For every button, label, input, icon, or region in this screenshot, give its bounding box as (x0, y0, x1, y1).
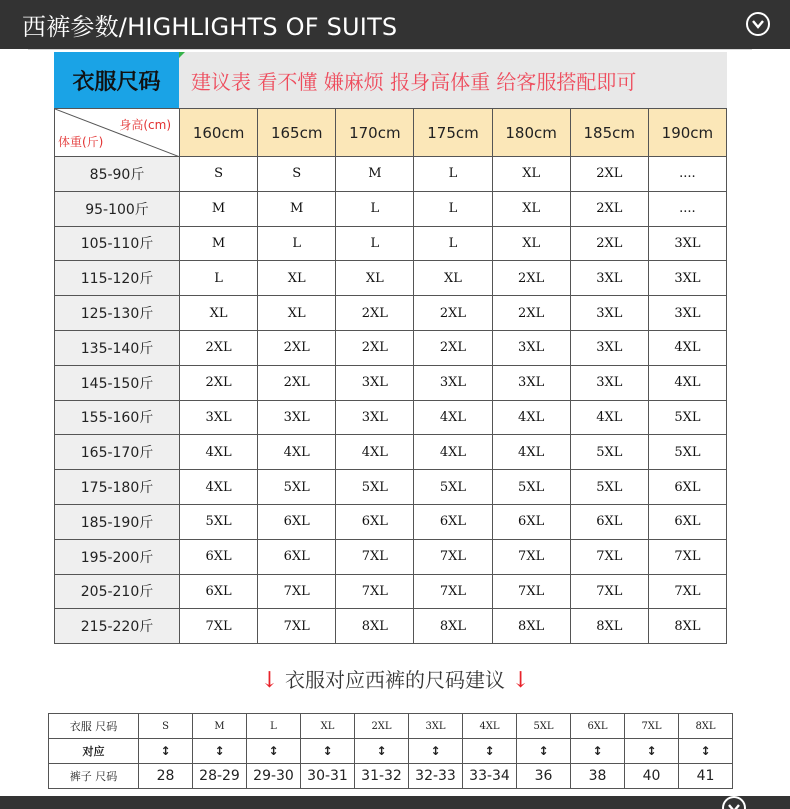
size-cell: 6XL (336, 504, 414, 539)
size-cell: 7XL (648, 539, 726, 574)
chevron-down-circle-icon[interactable] (746, 12, 770, 36)
up-down-arrow-icon: ↕ (571, 739, 625, 764)
pant-size-cell: 36 (517, 764, 571, 789)
size-cell: 7XL (648, 574, 726, 609)
height-header: 170cm (336, 109, 414, 157)
size-cell: 2XL (336, 330, 414, 365)
size-cell: 8XL (648, 609, 726, 644)
size-cell: 2XL (570, 191, 648, 226)
size-cell: XL (258, 261, 336, 296)
table-row (55, 435, 727, 470)
weight-label: 105-110斤 (55, 226, 180, 261)
size-cell: 3XL (570, 261, 648, 296)
shirt-size-cell: 7XL (625, 714, 679, 739)
up-down-arrow-icon: ↕ (625, 739, 679, 764)
table-row (55, 365, 727, 400)
size-cell: 2XL (492, 261, 570, 296)
shirt-size-cell: 3XL (409, 714, 463, 739)
size-cell: 7XL (570, 574, 648, 609)
weight-label: 155-160斤 (55, 400, 180, 435)
table-row (55, 539, 727, 574)
size-cell: 7XL (336, 574, 414, 609)
size-cell: 5XL (180, 504, 258, 539)
pant-size-cell: 41 (679, 764, 733, 789)
size-cell: L (414, 191, 492, 226)
up-down-arrow-icon: ↕ (409, 739, 463, 764)
size-cell: .... (648, 191, 726, 226)
size-cell: 3XL (570, 365, 648, 400)
size-cell: 5XL (570, 470, 648, 505)
shirt-size-cell: 8XL (679, 714, 733, 739)
size-cell: 4XL (492, 400, 570, 435)
chevron-down-circle-icon[interactable] (722, 796, 746, 809)
shirt-size-cell: L (247, 714, 301, 739)
size-cell: 2XL (414, 330, 492, 365)
height-header: 190cm (648, 109, 726, 157)
size-cell: 6XL (492, 504, 570, 539)
size-cell: 3XL (570, 296, 648, 331)
height-header-row (55, 109, 727, 157)
corner-weight-label: 体重(斤) (58, 135, 104, 149)
size-cell: 3XL (492, 365, 570, 400)
size-cell: 2XL (258, 365, 336, 400)
size-cell: 3XL (180, 400, 258, 435)
size-cell: 7XL (492, 539, 570, 574)
shirt-size-cell: 6XL (571, 714, 625, 739)
table-row (55, 609, 727, 644)
size-cell: 5XL (492, 470, 570, 505)
corner-triangle-decoration (179, 52, 185, 58)
table-row (55, 157, 727, 192)
pant-size-cell: 32-33 (409, 764, 463, 789)
pant-size-cell: 38 (571, 764, 625, 789)
weight-label: 175-180斤 (55, 470, 180, 505)
bottom-bar (0, 796, 790, 809)
size-cell: 5XL (336, 470, 414, 505)
table-row (55, 330, 727, 365)
pant-size-cell: 40 (625, 764, 679, 789)
weight-label: 115-120斤 (55, 261, 180, 296)
size-cell: M (336, 157, 414, 192)
corner-height-label: 身高(cm) (119, 118, 171, 132)
size-cell: XL (258, 296, 336, 331)
pant-size-cell: 33-34 (463, 764, 517, 789)
size-cell: XL (492, 226, 570, 261)
up-down-arrow-icon: ↕ (139, 739, 193, 764)
size-cell: XL (180, 296, 258, 331)
size-cell: 6XL (648, 470, 726, 505)
size-cell: 4XL (414, 400, 492, 435)
size-cell: 3XL (648, 261, 726, 296)
pant-size-cell: 29-30 (247, 764, 301, 789)
pant-size-cell: 28 (139, 764, 193, 789)
size-cell: L (180, 261, 258, 296)
pant-size-row (49, 764, 733, 789)
up-down-arrow-icon: ↕ (193, 739, 247, 764)
size-cell: 7XL (258, 609, 336, 644)
up-down-arrow-icon: ↕ (355, 739, 409, 764)
size-cell: M (258, 191, 336, 226)
top-bar (0, 0, 790, 49)
up-down-arrow-icon: ↕ (679, 739, 733, 764)
size-cell: 4XL (570, 400, 648, 435)
pant-size-cell: 31-32 (355, 764, 409, 789)
size-cell: L (336, 191, 414, 226)
size-cell: 2XL (258, 330, 336, 365)
divider (28, 49, 752, 50)
size-cell: L (258, 226, 336, 261)
size-cell: 3XL (336, 400, 414, 435)
size-cell: 6XL (570, 504, 648, 539)
size-cell: 4XL (180, 435, 258, 470)
weight-label: 85-90斤 (55, 157, 180, 192)
section-title: 西裤参数/HIGHLIGHTS OF SUITS (22, 13, 398, 41)
shirt-size-cell: S (139, 714, 193, 739)
weight-label: 205-210斤 (55, 574, 180, 609)
size-cell: 5XL (258, 470, 336, 505)
size-cell: 6XL (648, 504, 726, 539)
caption-text: 衣服对应西裤的尺码建议 (285, 668, 505, 692)
size-cell: 5XL (648, 435, 726, 470)
shirt-size-cell: M (193, 714, 247, 739)
shirt-size-row (49, 714, 733, 739)
size-cell: XL (336, 261, 414, 296)
height-header: 185cm (570, 109, 648, 157)
pants-size-table (48, 713, 733, 789)
table-row (55, 296, 727, 331)
size-cell: 7XL (180, 609, 258, 644)
row-label: 裤子 尺码 (49, 764, 139, 789)
size-cell: 2XL (180, 330, 258, 365)
mapping-row (49, 739, 733, 764)
table-row (55, 504, 727, 539)
height-header: 165cm (258, 109, 336, 157)
table-corner-cell (55, 109, 180, 157)
table-row (55, 261, 727, 296)
size-cell: 2XL (180, 365, 258, 400)
shirt-size-cell: 5XL (517, 714, 571, 739)
weight-label: 215-220斤 (55, 609, 180, 644)
table-row (55, 226, 727, 261)
size-cell: 7XL (414, 574, 492, 609)
shirt-size-cell: 4XL (463, 714, 517, 739)
size-cell: 4XL (258, 435, 336, 470)
weight-label: 125-130斤 (55, 296, 180, 331)
height-header: 160cm (180, 109, 258, 157)
size-cell: 2XL (570, 157, 648, 192)
size-cell: 4XL (492, 435, 570, 470)
size-cell: 2XL (492, 296, 570, 331)
height-header: 180cm (492, 109, 570, 157)
weight-label: 195-200斤 (55, 539, 180, 574)
size-cell: 4XL (648, 330, 726, 365)
size-cell: 6XL (414, 504, 492, 539)
size-cell: M (180, 191, 258, 226)
size-cell: .... (648, 157, 726, 192)
size-cell: 6XL (258, 539, 336, 574)
pant-size-cell: 30-31 (301, 764, 355, 789)
size-cell: M (180, 226, 258, 261)
size-cell: 2XL (570, 226, 648, 261)
size-cell: 4XL (180, 470, 258, 505)
size-cell: 2XL (414, 296, 492, 331)
weight-label: 185-190斤 (55, 504, 180, 539)
size-cell: 3XL (648, 226, 726, 261)
size-cell: 3XL (648, 296, 726, 331)
row-label: 衣服 尺码 (49, 714, 139, 739)
size-cell: 8XL (336, 609, 414, 644)
pant-size-cell: 28-29 (193, 764, 247, 789)
size-cell: 2XL (336, 296, 414, 331)
size-cell: 5XL (648, 400, 726, 435)
size-cell: 8XL (492, 609, 570, 644)
up-down-arrow-icon: ↕ (247, 739, 301, 764)
up-down-arrow-icon: ↕ (301, 739, 355, 764)
size-cell: 6XL (180, 574, 258, 609)
weight-label: 95-100斤 (55, 191, 180, 226)
up-down-arrow-icon: ↕ (463, 739, 517, 764)
size-cell: 7XL (414, 539, 492, 574)
size-cell: 3XL (570, 330, 648, 365)
size-table-header (54, 52, 727, 108)
table-row (55, 400, 727, 435)
weight-label: 145-150斤 (55, 365, 180, 400)
size-cell: 5XL (570, 435, 648, 470)
size-cell: 7XL (492, 574, 570, 609)
arrow-down-icon: ↓ (511, 668, 530, 693)
weight-label: 165-170斤 (55, 435, 180, 470)
size-cell: XL (492, 191, 570, 226)
size-cell: 5XL (414, 470, 492, 505)
table-row (55, 191, 727, 226)
size-cell: 3XL (336, 365, 414, 400)
height-header: 175cm (414, 109, 492, 157)
size-cell: 4XL (414, 435, 492, 470)
size-cell: 3XL (414, 365, 492, 400)
size-cell: S (180, 157, 258, 192)
size-cell: 7XL (258, 574, 336, 609)
size-cell: 3XL (492, 330, 570, 365)
size-cell: 6XL (258, 504, 336, 539)
size-table-slogan: 建议表 看不懂 嫌麻烦 报身高体重 给客服搭配即可 (179, 52, 727, 108)
table-row (55, 470, 727, 505)
row-label: 对应 (49, 739, 139, 764)
size-cell: L (414, 226, 492, 261)
size-chart-table (54, 108, 727, 644)
size-cell: L (414, 157, 492, 192)
size-cell: XL (492, 157, 570, 192)
size-cell: XL (414, 261, 492, 296)
size-cell: L (336, 226, 414, 261)
size-cell: 7XL (336, 539, 414, 574)
size-cell: 6XL (180, 539, 258, 574)
shirt-size-cell: 2XL (355, 714, 409, 739)
shirt-size-cell: XL (301, 714, 355, 739)
size-cell: 8XL (570, 609, 648, 644)
up-down-arrow-icon: ↕ (517, 739, 571, 764)
table-row (55, 574, 727, 609)
arrow-down-icon: ↓ (260, 668, 279, 693)
size-cell: 8XL (414, 609, 492, 644)
pants-mapping-caption (0, 664, 790, 696)
size-table-label: 衣服尺码 (54, 52, 179, 108)
weight-label: 135-140斤 (55, 330, 180, 365)
size-cell: S (258, 157, 336, 192)
size-cell: 4XL (336, 435, 414, 470)
size-cell: 7XL (570, 539, 648, 574)
size-cell: 3XL (258, 400, 336, 435)
size-cell: 4XL (648, 365, 726, 400)
